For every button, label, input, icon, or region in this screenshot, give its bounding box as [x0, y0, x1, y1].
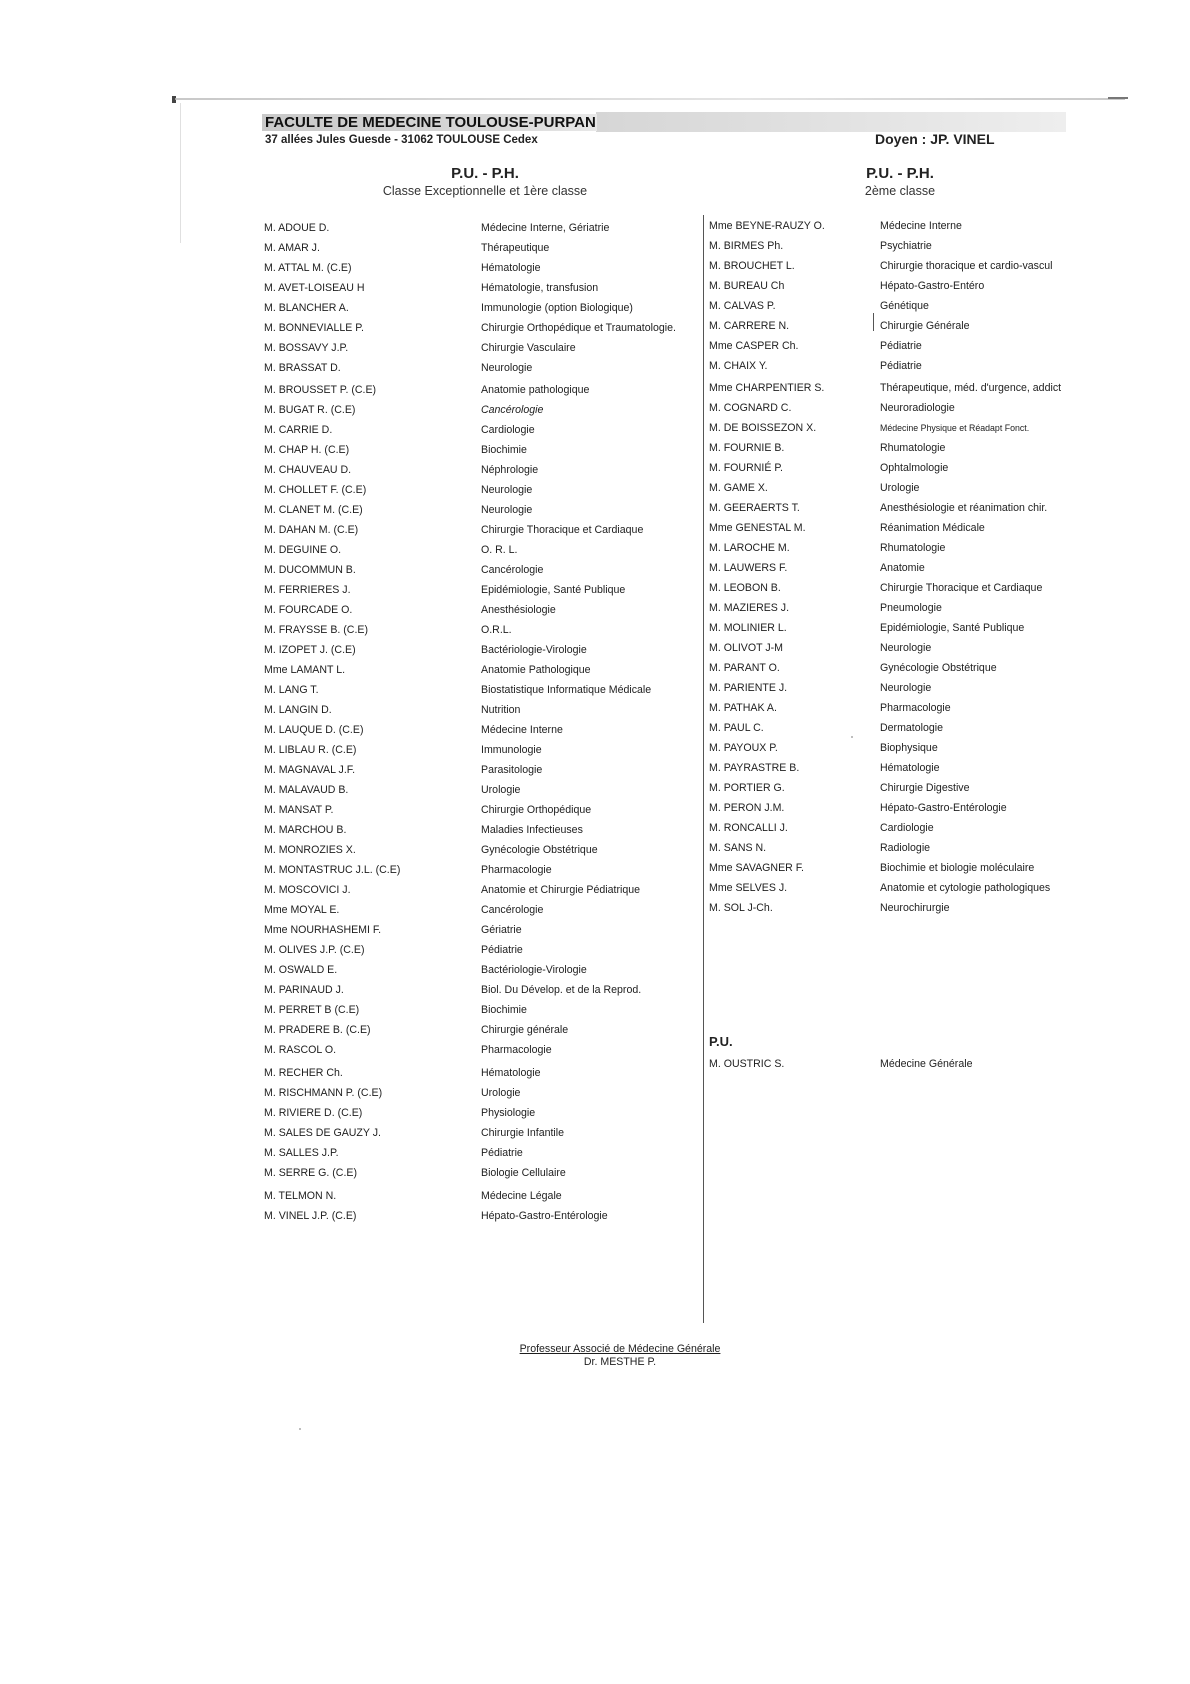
staff-specialty: Pharmacologie	[481, 1044, 552, 1056]
staff-name: M. DAHAN M. (C.E)	[264, 524, 359, 536]
staff-name: Mme SELVES J.	[709, 882, 788, 894]
staff-specialty: Cancérologie	[481, 404, 544, 416]
column-divider	[703, 215, 704, 1323]
staff-specialty: O.R.L.	[481, 624, 512, 636]
section-title-left: P.U. - P.H.	[451, 165, 519, 182]
staff-name: M. BOSSAVY J.P.	[264, 342, 349, 354]
staff-specialty: Pédiatrie	[481, 1147, 523, 1159]
staff-name: M. LAUQUE D. (C.E)	[264, 724, 364, 736]
scan-speck	[299, 1428, 301, 1430]
staff-name: M. GAME X.	[709, 482, 768, 494]
staff-specialty: Chirurgie Thoracique et Cardiaque	[481, 524, 644, 536]
staff-specialty: Pédiatrie	[880, 360, 922, 372]
staff-specialty: Biol. Du Dévelop. et de la Reprod.	[481, 984, 642, 996]
staff-name: M. ADOUE D.	[264, 222, 330, 234]
staff-name: M. SALES DE GAUZY J.	[264, 1127, 381, 1139]
staff-name: M. PARANT O.	[709, 662, 780, 674]
staff-specialty: Médecine Interne	[481, 724, 563, 736]
institution-address: 37 allées Jules Guesde - 31062 TOULOUSE Cedex	[265, 134, 538, 146]
staff-name: Mme CHARPENTIER S.	[709, 382, 825, 394]
staff-name: M. IZOPET J. (C.E)	[264, 644, 356, 656]
staff-name: M. SALLES J.P.	[264, 1147, 339, 1159]
staff-name: Mme CASPER Ch.	[709, 340, 799, 352]
staff-name: M. LAROCHE M.	[709, 542, 790, 554]
staff-specialty: Médecine Légale	[481, 1190, 562, 1202]
staff-specialty: Physiologie	[481, 1107, 536, 1119]
staff-specialty: Hépato-Gastro-Entérologie	[880, 802, 1007, 814]
staff-name: M. FERRIERES J.	[264, 584, 351, 596]
staff-specialty: Médecine Interne, Gériatrie	[481, 222, 610, 234]
staff-specialty: Cancérologie	[481, 904, 544, 916]
staff-specialty: Anatomie et cytologie pathologiques	[880, 882, 1051, 894]
staff-name: M. CARRERE N.	[709, 320, 790, 332]
staff-specialty: Psychiatrie	[880, 240, 932, 252]
staff-specialty: Néphrologie	[481, 464, 539, 476]
staff-name: M. FOURNIE B.	[709, 442, 785, 454]
staff-name: M. PARIENTE J.	[709, 682, 788, 694]
staff-specialty: Réanimation Médicale	[880, 522, 985, 534]
staff-name: M. PATHAK A.	[709, 702, 777, 714]
staff-specialty: Urologie	[880, 482, 920, 494]
staff-specialty: Génétique	[880, 300, 929, 312]
staff-name: M. RASCOL O.	[264, 1044, 337, 1056]
scan-edge	[180, 103, 181, 243]
staff-specialty: Nutrition	[481, 704, 521, 716]
staff-specialty: Hématologie	[481, 262, 541, 274]
staff-name: M. PAYOUX P.	[709, 742, 778, 754]
staff-specialty: Neurologie	[481, 484, 533, 496]
staff-name: M. TELMON N.	[264, 1190, 337, 1202]
staff-name: M. AMAR J.	[264, 242, 320, 254]
staff-name: M. BRASSAT D.	[264, 362, 341, 374]
pu-section-title: P.U.	[709, 1034, 733, 1049]
staff-specialty: Immunologie (option Biologique)	[481, 302, 633, 314]
staff-specialty: Anatomie	[880, 562, 925, 574]
scan-mark	[1108, 97, 1128, 99]
staff-specialty: Rhumatologie	[880, 542, 946, 554]
staff-name: M. FRAYSSE B. (C.E)	[264, 624, 368, 636]
staff-name: M. BUGAT R. (C.E)	[264, 404, 356, 416]
staff-name: M. PRADERE B. (C.E)	[264, 1024, 371, 1036]
staff-specialty: Bactériologie-Virologie	[481, 644, 587, 656]
staff-specialty: Rhumatologie	[880, 442, 946, 454]
staff-name: M. FOURCADE O.	[264, 604, 353, 616]
staff-name: M. BLANCHER A.	[264, 302, 349, 314]
staff-name: Mme SAVAGNER F.	[709, 862, 804, 874]
staff-specialty: Thérapeutique, méd. d'urgence, addict	[880, 382, 1062, 394]
staff-name: M. MARCHOU B.	[264, 824, 347, 836]
staff-specialty: Biostatistique Informatique Médicale	[481, 684, 652, 696]
staff-name: M. SANS N.	[709, 842, 767, 854]
staff-specialty: Chirurgie Orthopédique et Traumatologie.	[481, 322, 676, 334]
staff-name: M. LEOBON B.	[709, 582, 781, 594]
staff-name: M. PAUL C.	[709, 722, 764, 734]
staff-specialty: Biophysique	[880, 742, 938, 754]
staff-name: M. DUCOMMUN B.	[264, 564, 356, 576]
staff-name: M. FOURNIÉ P.	[709, 462, 783, 474]
staff-name: M. SOL J-Ch.	[709, 902, 773, 914]
staff-name: M. CLANET M. (C.E)	[264, 504, 363, 516]
staff-name: M. OSWALD E.	[264, 964, 338, 976]
pu-name: M. OUSTRIC S.	[709, 1058, 785, 1070]
staff-specialty: Chirurgie Orthopédique	[481, 804, 592, 816]
staff-specialty: Epidémiologie, Santé Publique	[481, 584, 626, 596]
staff-name: Mme NOURHASHEMI F.	[264, 924, 382, 936]
section-subtitle-right: 2ème classe	[864, 184, 936, 198]
associate-name: Dr. MESTHE P.	[583, 1356, 657, 1368]
staff-name: M. AVET-LOISEAU H	[264, 282, 365, 294]
staff-name: M. MALAVAUD B.	[264, 784, 349, 796]
staff-name: M. LANGIN D.	[264, 704, 332, 716]
staff-specialty: Anatomie et Chirurgie Pédiatrique	[481, 884, 640, 896]
staff-name: M. DE BOISSEZON X.	[709, 422, 817, 434]
staff-specialty: Pharmacologie	[481, 864, 552, 876]
margin-tick	[873, 313, 874, 331]
staff-name: M. MAZIERES J.	[709, 602, 790, 614]
staff-name: M. LIBLAU R. (C.E)	[264, 744, 357, 756]
staff-specialty: Cancérologie	[481, 564, 544, 576]
staff-name: M. BUREAU Ch	[709, 280, 785, 292]
staff-name: M. MOSCOVICI J.	[264, 884, 351, 896]
staff-specialty: Urologie	[481, 784, 521, 796]
staff-specialty: Anatomie Pathologique	[481, 664, 591, 676]
staff-specialty: Gériatrie	[481, 924, 522, 936]
staff-name: M. MAGNAVAL J.F.	[264, 764, 356, 776]
staff-name: M. CARRIE D.	[264, 424, 333, 436]
staff-specialty: Chirurgie thoracique et cardio-vascul	[880, 260, 1053, 272]
staff-specialty: Cardiologie	[880, 822, 934, 834]
staff-name: M. MOLINIER L.	[709, 622, 787, 634]
staff-specialty: Anesthésiologie et réanimation chir.	[880, 502, 1048, 514]
staff-name: M. GEERAERTS T.	[709, 502, 800, 514]
staff-specialty: Maladies Infectieuses	[481, 824, 583, 836]
staff-name: M. OLIVES J.P. (C.E)	[264, 944, 365, 956]
staff-specialty: Pédiatrie	[481, 944, 523, 956]
staff-specialty: O. R. L.	[481, 544, 518, 556]
staff-specialty: Hématologie, transfusion	[481, 282, 599, 294]
staff-name: Mme BEYNE-RAUZY O.	[709, 220, 825, 232]
staff-specialty: Hématologie	[880, 762, 940, 774]
scan-speck	[851, 736, 853, 738]
staff-specialty: Neuroradiologie	[880, 402, 955, 414]
staff-specialty: Pédiatrie	[880, 340, 922, 352]
staff-specialty: Neurologie	[880, 642, 932, 654]
staff-specialty: Ophtalmologie	[880, 462, 949, 474]
staff-specialty: Biochimie	[481, 444, 527, 456]
section-subtitle-left: Classe Exceptionnelle et 1ère classe	[382, 184, 588, 198]
staff-specialty: Chirurgie générale	[481, 1024, 569, 1036]
top-rule	[175, 98, 1125, 100]
staff-specialty: Gynécologie Obstétrique	[880, 662, 997, 674]
institution-title: FACULTE DE MEDECINE TOULOUSE-PURPAN	[262, 114, 597, 131]
staff-name: M. BONNEVIALLE P.	[264, 322, 364, 334]
staff-specialty: Pneumologie	[880, 602, 942, 614]
staff-specialty: Anesthésiologie	[481, 604, 556, 616]
staff-specialty: Epidémiologie, Santé Publique	[880, 622, 1025, 634]
staff-name: M. CALVAS P.	[709, 300, 776, 312]
staff-specialty: Neurologie	[481, 504, 533, 516]
staff-specialty: Anatomie pathologique	[481, 384, 590, 396]
staff-name: Mme GENESTAL M.	[709, 522, 806, 534]
staff-specialty: Bactériologie-Virologie	[481, 964, 587, 976]
staff-name: M. CHAP H. (C.E)	[264, 444, 350, 456]
staff-specialty: Chirurgie Digestive	[880, 782, 970, 794]
staff-specialty: Gynécologie Obstétrique	[481, 844, 598, 856]
staff-specialty: Hépato-Gastro-Entérologie	[481, 1210, 608, 1222]
staff-name: M. LAUWERS F.	[709, 562, 788, 574]
staff-name: M. MANSAT P.	[264, 804, 334, 816]
staff-specialty: Hématologie	[481, 1067, 541, 1079]
staff-name: M. CHOLLET F. (C.E)	[264, 484, 367, 496]
staff-name: Mme MOYAL E.	[264, 904, 340, 916]
staff-name: M. RISCHMANN P. (C.E)	[264, 1087, 383, 1099]
staff-name: M. PAYRASTRE B.	[709, 762, 800, 774]
staff-specialty: Chirurgie Thoracique et Cardiaque	[880, 582, 1043, 594]
staff-specialty: Chirurgie Générale	[880, 320, 970, 332]
staff-name: M. VINEL J.P. (C.E)	[264, 1210, 357, 1222]
section-title-right: P.U. - P.H.	[866, 165, 934, 182]
staff-name: M. CHAUVEAU D.	[264, 464, 352, 476]
staff-name: M. RECHER Ch.	[264, 1067, 343, 1079]
staff-name: M. OLIVOT J-M	[709, 642, 783, 654]
staff-name: M. PARINAUD J.	[264, 984, 344, 996]
staff-specialty: Médecine Physique et Réadapt Fonct.	[880, 423, 1030, 433]
staff-name: M. SERRE G. (C.E)	[264, 1167, 357, 1179]
staff-name: M. BROUCHET L.	[709, 260, 795, 272]
staff-name: M. PERON J.M.	[709, 802, 785, 814]
dean-label: Doyen : JP. VINEL	[875, 131, 995, 147]
staff-specialty: Neurologie	[481, 362, 533, 374]
staff-specialty: Neurochirurgie	[880, 902, 950, 914]
staff-name: M. ATTAL M. (C.E)	[264, 262, 352, 274]
staff-specialty: Urologie	[481, 1087, 521, 1099]
staff-specialty: Hépato-Gastro-Entéro	[880, 280, 985, 292]
staff-specialty: Cardiologie	[481, 424, 535, 436]
staff-name: M. LANG T.	[264, 684, 319, 696]
staff-specialty: Chirurgie Vasculaire	[481, 342, 576, 354]
staff-name: M. MONROZIES X.	[264, 844, 356, 856]
staff-name: M. COGNARD C.	[709, 402, 792, 414]
staff-name: M. PORTIER G.	[709, 782, 785, 794]
staff-name: M. BIRMES Ph.	[709, 240, 784, 252]
staff-specialty: Immunologie	[481, 744, 542, 756]
staff-name: M. RIVIERE D. (C.E)	[264, 1107, 363, 1119]
staff-specialty: Biochimie	[481, 1004, 527, 1016]
header-band	[596, 112, 1066, 132]
staff-specialty: Radiologie	[880, 842, 931, 854]
staff-specialty: Pharmacologie	[880, 702, 951, 714]
staff-specialty: Biologie Cellulaire	[481, 1167, 566, 1179]
staff-specialty: Chirurgie Infantile	[481, 1127, 565, 1139]
staff-name: M. BROUSSET P. (C.E)	[264, 384, 377, 396]
staff-specialty: Médecine Interne	[880, 220, 962, 232]
associate-title: Professeur Associé de Médecine Générale	[519, 1343, 721, 1355]
staff-name: M. PERRET B (C.E)	[264, 1004, 360, 1016]
staff-specialty: Neurologie	[880, 682, 932, 694]
staff-name: Mme LAMANT L.	[264, 664, 346, 676]
staff-specialty: Parasitologie	[481, 764, 543, 776]
staff-specialty: Dermatologie	[880, 722, 944, 734]
staff-specialty: Thérapeutique	[481, 242, 550, 254]
pu-specialty: Médecine Générale	[880, 1058, 973, 1070]
staff-specialty: Biochimie et biologie moléculaire	[880, 862, 1035, 874]
staff-name: M. MONTASTRUC J.L. (C.E)	[264, 864, 401, 876]
staff-name: M. DEGUINE O.	[264, 544, 342, 556]
staff-name: M. CHAIX Y.	[709, 360, 768, 372]
staff-name: M. RONCALLI J.	[709, 822, 788, 834]
